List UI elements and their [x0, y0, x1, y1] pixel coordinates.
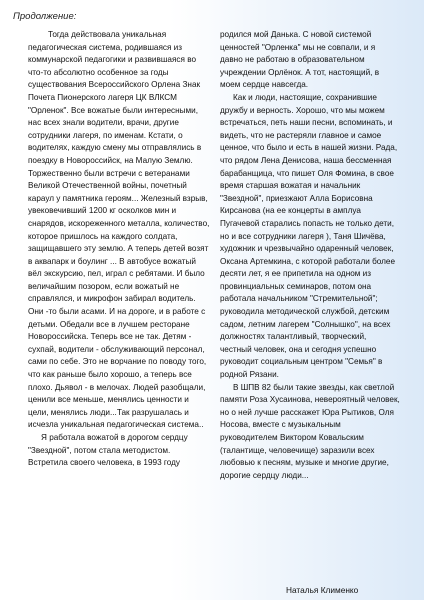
paragraph: В ШПВ 82 были такие звезды, как светлой памяти Роза Хусаинова, невероятный человек, но о ней лучше расскажет Юра Рытиков, Оля Носова, вместе с музыкальным руководителем Виктором Ковальским (талантище, человечище) заразили всех любовью к песням, музыке и многие другие, дорогие сердцу люди...: [220, 382, 400, 480]
right-column: [220, 29, 400, 482]
page-heading: Продолжение:: [13, 11, 77, 22]
paragraph: Тогда действовала уникальная педагогическая система, родившаяся из коммунарской педагогики и развившаяся во что-то абсолютно особенное за годы существования Всероссийского Орлена Знак Почета Пионерского лагеря ЦК ВЛКСМ "Орленок". Все вожатые были интересными, нас всех знали водители, врачи, другие сотрудники лагеря, по именам. Кстати, о водителях, каждую смену мы отправлялись в поездку в Новороссийск, на Малую Землю. Торжественно были встречи с ветеранами Великой Отечественной войны, почетный караул у памятника героям... Железный взрыв, увековечивший 1200 кг осколков мин и снарядов, искореженного металла, количество, которое пришлось на каждого солдата, защищавшего эту землю. А теперь детей возят в аквапарк и боулинг ... В автобусе вожатый вёл экскурсию, пел, играл с ребятами. И было величайшим позором, если вожатый не справлялся, и микрофон забирал водитель. Они -то были асами. И на дороге, и в работе с детьми. Обедали все в лучшем ресторане Новороссийска. Теперь все не так. Детям - сухпай, водители - обслуживающий персонал, сами по себе. Это не ворчание по поводу того, что как раньше было хорошо, а теперь все плохо. Дьявол - в мелочах. Людей разобщали, ценили все меньше, менялись ценности и цели, менялись люди...Так разрушалась и исчезла уникальная педагогическая система..: [28, 30, 210, 430]
paragraph: Как и люди, настоящие, сохранившие дружбу и верность. Хорошо, что мы можем встречаться, петь наши песни, вспоминать, и видеть, что не растеряли главное и самое ценное, что было и есть в нашей жизни. Рада, что рядом Лена Денисова, наша бессменная барабанщица, что пишет Оля Фомина, в свое время старшая вожатая и начальник "Звездной", приезжают Алла Борисовна Кирсанова (на ее концерты в амплуа Пугачевой старались попасть не только дети, но и все сотрудники лагеря ), Таня Шичёва, художник и чрезвычайно одаренный человек, Оксана Артемкина, с которой работали более десяти лет, я ее припетила на одном из провинциальных семинаров, потом она работала начальником "Стремительной"; руководила методической службой, детским садом, летним лагерем "Солнышко", на всех должностях талантливый, творческий, честный человек, она и сегодня успешно руководит социальным центром "Семья" в родной Рязани.: [220, 92, 398, 380]
paragraph: Я работала вожатой в дорогом сердцу "Звездной", потом стала методистом. Встретила своего человека, в 1993 году: [28, 433, 188, 468]
left-column: [28, 29, 210, 470]
author-signature: Наталья Клименко: [286, 585, 359, 595]
paragraph: родился мой Данька. С новой системой ценностей "Орленка" мы не совпали, и я давно не работаю в образовательном учреждении Орлёнок. А тот, настоящий, в моем сердце навсегда.: [220, 30, 380, 90]
